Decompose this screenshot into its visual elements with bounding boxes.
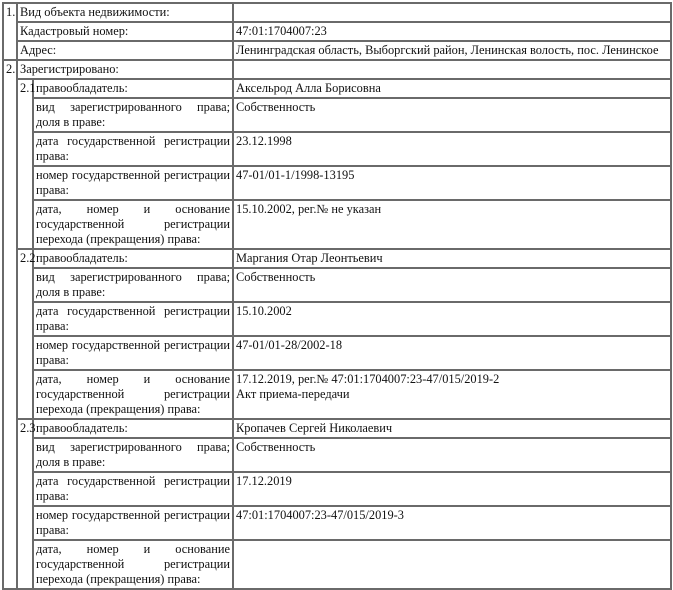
table-row [3,22,671,41]
holder-row [3,79,671,98]
table-row [3,41,671,60]
field-value [233,200,671,249]
table-row [3,336,671,370]
value-line-2: Акт приема-передачи [236,387,350,401]
field-label: вид зарегистрированного права; доля в праве: [33,438,233,472]
field-label: правообладатель: [33,79,233,98]
table-row [3,438,671,472]
field-value: 15.10.2002 [233,302,671,336]
holder-number: 2.3 [17,419,33,589]
table-row [3,472,671,506]
table-row [3,302,671,336]
field-value: 23.12.1998 [233,132,671,166]
holder-number: 2.1 [17,79,33,249]
section-2-header-row [3,60,671,79]
field-label: дата, номер и основание государственной регистрации перехода (прекращения) права: [33,370,233,419]
section-title: Зарегистрировано: [17,60,233,79]
table-row [3,132,671,166]
table-row [3,98,671,132]
field-label: номер государственной регистрации права: [33,336,233,370]
holder-number: 2.2 [17,249,33,419]
field-label: Кадастровый номер: [17,22,233,41]
table-row [3,268,671,302]
field-label: правообладатель: [33,419,233,438]
field-label: дата государственной регистрации права: [33,302,233,336]
section-number: 1. [3,3,17,60]
field-value: 47-01/01-1/1998-13195 [233,166,671,200]
section-title-value [233,60,671,79]
table-row [3,370,671,419]
field-label: дата государственной регистрации права: [33,472,233,506]
section-1-header-row [3,3,671,22]
address-value: Ленинградская область, Выборгский район, Ленинская волость, пос. Ленинское [233,41,671,60]
field-value: Собственность [233,438,671,472]
field-label: вид зарегистрированного права; доля в праве: [33,268,233,302]
holder-name-value: Аксельрод Алла Борисовна [233,79,671,98]
table-row [3,166,671,200]
property-registry-table [2,2,672,590]
field-value [233,370,671,419]
value-line-1: 17.12.2019, рег.№ 47:01:1704007:23-47/015/2019-2 [236,372,500,386]
holder-name-value: Маргания Отар Леонтьевич [233,249,671,268]
field-value: 47-01/01-28/2002-18 [233,336,671,370]
cadastral-number-value: 47:01:1704007:23 [233,22,671,41]
holder-row [3,249,671,268]
section-number: 2. [3,60,17,589]
field-label: вид зарегистрированного права; доля в праве: [33,98,233,132]
table-row [3,506,671,540]
field-value: Собственность [233,98,671,132]
field-label: Адрес: [17,41,233,60]
value-line-1: 15.10.2002, рег.№ не указан [236,202,382,216]
field-label: правообладатель: [33,249,233,268]
holder-row [3,419,671,438]
field-value: Собственность [233,268,671,302]
field-label: номер государственной регистрации права: [33,166,233,200]
table-row [3,200,671,249]
field-label: номер государственной регистрации права: [33,506,233,540]
section-title: Вид объекта недвижимости: [17,3,233,22]
holder-name-value: Кропачев Сергей Николаевич [233,419,671,438]
table-row [3,540,671,589]
field-value [233,540,671,589]
section-title-value [233,3,671,22]
field-label: дата, номер и основание государственной регистрации перехода (прекращения) права: [33,200,233,249]
field-value: 47:01:1704007:23-47/015/2019-3 [233,506,671,540]
field-label: дата, номер и основание государственной регистрации перехода (прекращения) права: [33,540,233,589]
field-label: дата государственной регистрации права: [33,132,233,166]
field-value: 17.12.2019 [233,472,671,506]
